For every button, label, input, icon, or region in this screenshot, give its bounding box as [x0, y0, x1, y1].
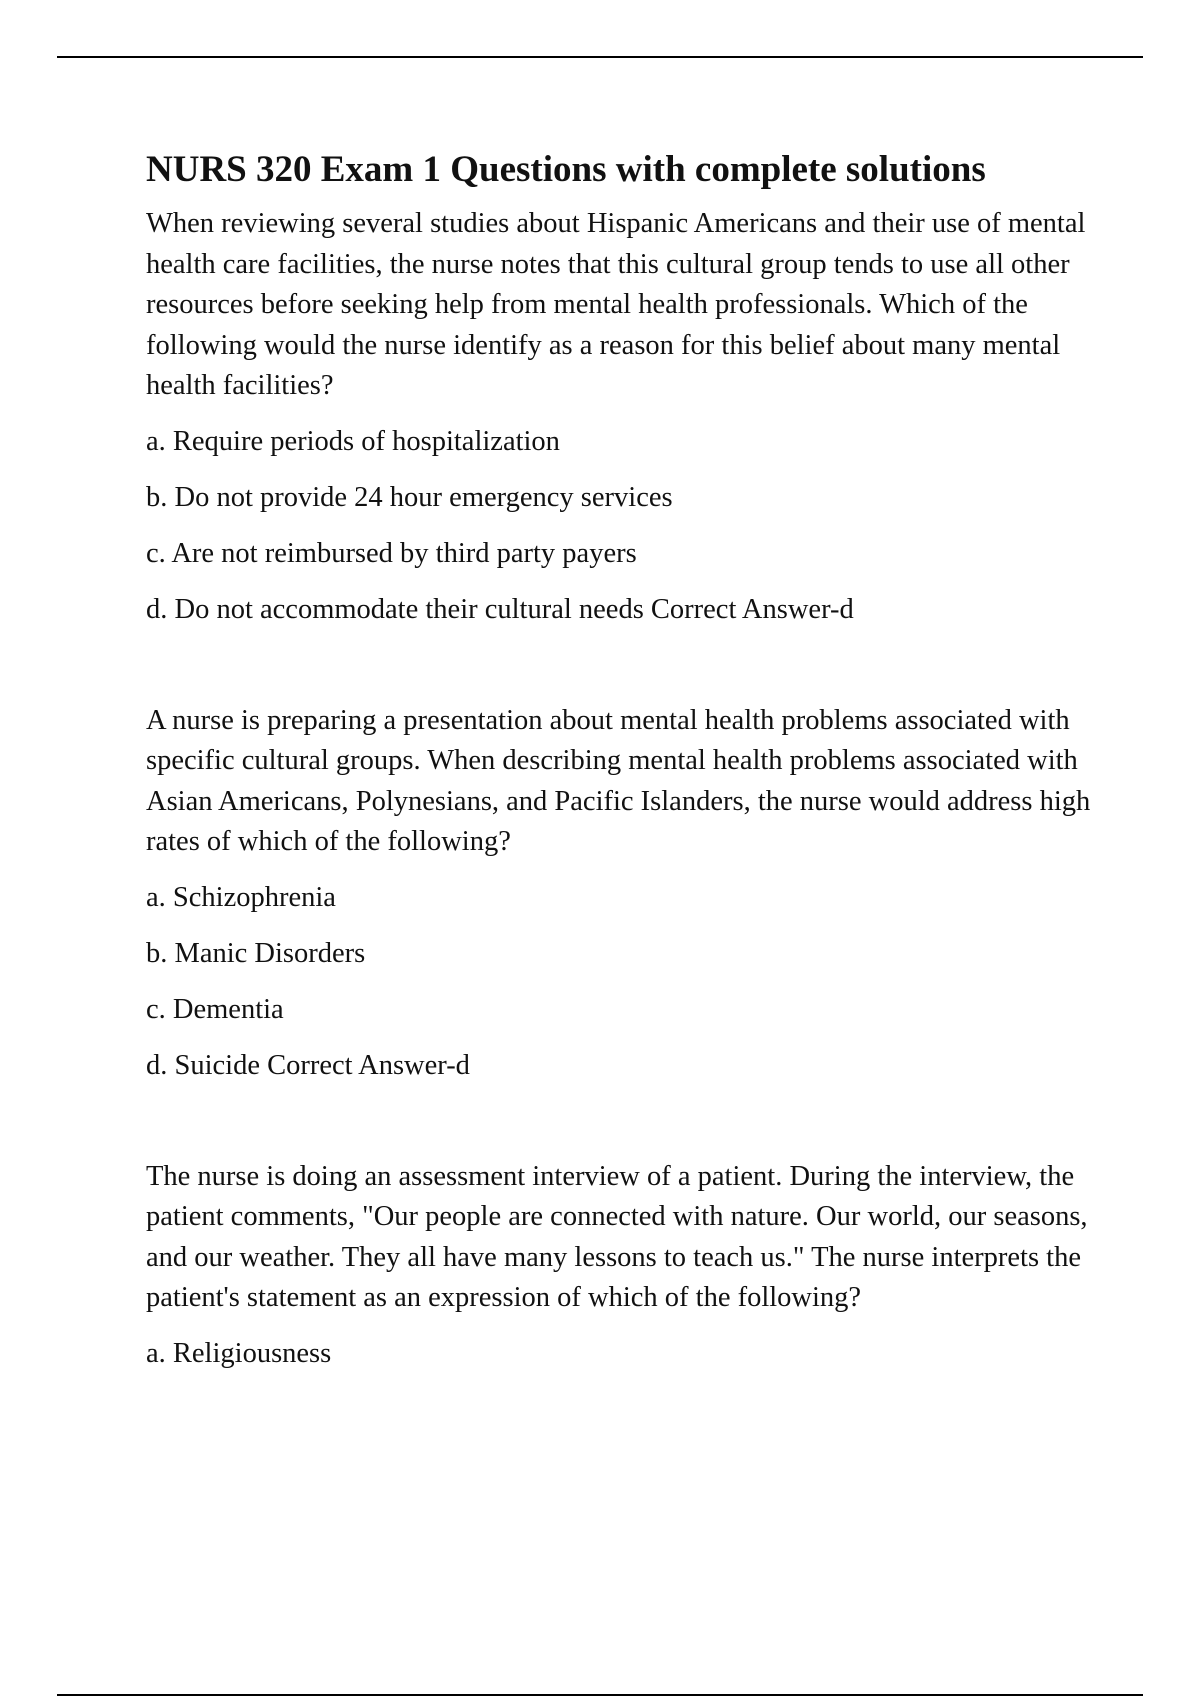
answer-option-d: d. Suicide Correct Answer-d [146, 1049, 470, 1081]
question-block-1 [146, 204, 1096, 630]
answer-option-c: c. Are not reimbursed by third party payers [146, 537, 637, 569]
answer-option-c: c. Dementia [146, 993, 284, 1025]
answer-option-d: d. Do not accommodate their cultural needs Correct Answer-d [146, 593, 854, 625]
question-text: When reviewing several studies about Hispanic Americans and their use of mental health care facilities, the nurse notes that this cultural group tends to use all other resources before seeking help from mental health professionals. Which of the following would the nurse identify as a reason for this belief about many mental health facilities? [146, 208, 1086, 401]
top-divider [57, 56, 1143, 58]
question-text: A nurse is preparing a presentation about mental health problems associated with specific cultural groups. When describing mental health problems associated with Asian Americans, Polynesians, and Pacific Islanders, the nurse would address high rates of which of the following? [146, 704, 1091, 857]
answer-option-b: b. Do not provide 24 hour emergency services [146, 481, 673, 513]
question-block-2 [146, 701, 1096, 1086]
bottom-divider [57, 1694, 1143, 1696]
answer-option-a: a. Require periods of hospitalization [146, 425, 560, 457]
answer-option-a: a. Religiousness [146, 1337, 332, 1369]
question-spacer [146, 646, 1096, 701]
page-title: NURS 320 Exam 1 Questions with complete solutions [146, 149, 986, 190]
answer-option-a: a. Schizophrenia [146, 881, 336, 913]
answer-option-b: b. Manic Disorders [146, 937, 366, 969]
question-block-3 [146, 1157, 1096, 1374]
question-text: The nurse is doing an assessment interview of a patient. During the interview, the patient comments, "Our people are connected with nature. Our world, our seasons, and our weather. They all have many lessons to teach us." The nurse interprets the patient's statement as an expression of which of the following? [146, 1160, 1088, 1313]
question-spacer [146, 1102, 1096, 1157]
document-body [146, 148, 1096, 1390]
